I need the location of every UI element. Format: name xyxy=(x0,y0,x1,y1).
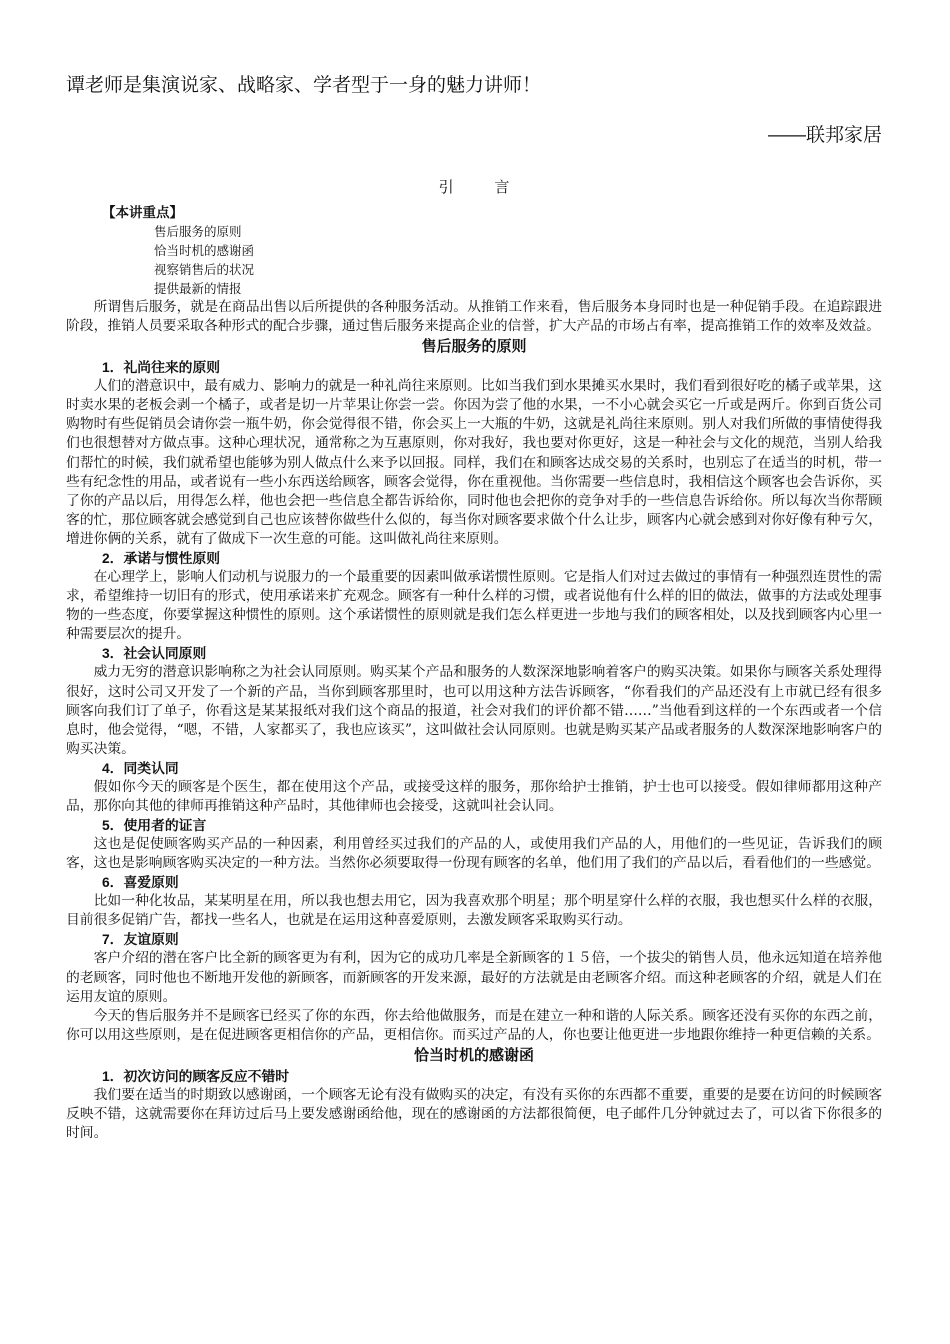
body-paragraph: 今天的售后服务并不是顾客已经买了你的东西，你去给他做服务，而是在建立一种和谐的人际关系。顾客还没有买你的东西之前，你可以用这些原则，是在促进顾客更相信你的产品，更相信你。而买过产品的人，你也要让他更进一步地跟你维持一种更信赖的关系。 xyxy=(66,1007,882,1043)
subsection-heading: 5．使用者的证言 xyxy=(102,818,207,834)
intro-paragraph: 所谓售后服务，就是在商品出售以后所提供的各种服务活动。从推销工作来看，售后服务本身同时也是一种促销手段。在追踪跟进阶段，推销人员要采取各种形式的配合步骤，通过售后服务来提高企业的信誉，扩大产品的市场占有率，提高推销工作的效率及效益。 xyxy=(66,299,882,335)
key-points-label: 【本讲重点】 xyxy=(102,205,183,220)
intro-title: 引 言 xyxy=(438,178,528,196)
section-title-after-sales-principles: 售后服务的原则 xyxy=(421,338,527,356)
body-paragraph: 假如你今天的顾客是个医生，都在使用这个产品，或接受这样的服务，那你给护士推销，护士也可以接受。假如律师都用这种产品，那你向其他的律师再推销这种产品时，其他律师也会接受，这就叫社会认同。 xyxy=(66,778,882,814)
body-paragraph: 威力无穷的潜意识影响称之为社会认同原则。购买某个产品和服务的人数深深地影响着客户的购买决策。如果你与顾客关系处理得很好，这时公司又开发了一个新的产品，当你到顾客那里时，也可以用这种方法告诉顾客，“你看我们的产品还没有上市就已经有很多顾客向我们订了单子，你看这是某某报纸对我们这个商品的报道，社会对我们的评价都不错……”当他看到这样的一个东西或者一个信息时，他会觉得，“嗯，不错，人家都买了，我也应该买”，这叫做社会认同原则。也就是购买某产品或者服务的人数深深地影响客户的购买决策。 xyxy=(66,664,882,757)
testimonial-attribution: ——联邦家居 xyxy=(767,125,882,146)
body-paragraph: 人们的潜意识中，最有威力、影响力的就是一种礼尚往来原则。比如当我们到水果摊买水果时，我们看到很好吃的橘子或苹果，这时卖水果的老板会剥一个橘子，或者是切一片苹果让你尝一尝。你因为尝了他的水果，一不小心就会买它一斤或是两斤。你到百货公司购物时有些促销员会请你尝一瓶牛奶，你会觉得很不错，你会买上一大瓶的牛奶，这就是礼尚往来原则。别人对我们所做的事情使得我们也很想替对方做点事。这种心理状况，通常称之为互惠原则，你对我好，我也要对你更好，这是一种社会与文化的规范，当别人给我们帮忙的时候，我们就希望也能够为别人做点什么来予以回报。同样，我们在和顾客达成交易的关系时，也别忘了在适当的时机，带一些有纪念性的用品，或者说有一些小东西送给顾客，顾客会觉得，你在重视他。当你需要一些信息时，我相信这个顾客也会告诉你，买了你的产品以后，用得怎么样，他也会把一些信息全都告诉给你，同时他也会把你的竞争对手的一些信息告诉给你。所以每次当你帮顾客的忙，那位顾客就会感觉到自己也应该替你做些什么似的，每当你对顾客要求做个什么让步，顾客内心就会感到对你好像有种亏欠，增进你俩的关系，就有了做成下一次生意的可能。这叫做礼尚往来原则。 xyxy=(66,378,882,547)
testimonial-quote: 谭老师是集演说家、战略家、学者型于一身的魅力讲师！ xyxy=(66,75,542,96)
body-paragraph: 在心理学上，影响人们动机与说服力的一个最重要的因素叫做承诺惯性原则。它是指人们对过去做过的事情有一种强烈连贯性的需求，希望维持一切旧有的形式，使用承诺来扩充观念。顾客有一种什么样的习惯，或者说他有什么样的旧的做法，做事的方法或处理事物的一些态度，你要掌握这种惯性的原则。这个承诺惯性的原则就是我们怎么样更进一步地与我们的顾客相处，以及找到顾客内心里一种需要层次的提升。 xyxy=(66,569,882,643)
body-paragraph: 客户介绍的潜在客户比全新的顾客更为有利，因为它的成功几率是全新顾客的１５倍，一个拔尖的销售人员，他永远知道在培养他的老顾客，同时他也不断地开发他的新顾客，而新顾客的开发来源，最好的方法就是由老顾客介绍。而这种老顾客的介绍，就是人们在运用友谊的原则。 xyxy=(66,950,882,1005)
subsection-heading: 1．初次访问的顾客反应不错时 xyxy=(102,1068,290,1084)
body-paragraph: 比如一种化妆品，某某明星在用，所以我也想去用它，因为我喜欢那个明星；那个明星穿什么样的衣服，我也想买什么样的衣服，目前很多促销广告，都找一些名人，也就是在运用这种喜爱原则，去激发顾客采取购买行动。 xyxy=(66,893,882,929)
section-title-thank-you-letters: 恰当时机的感谢函 xyxy=(413,1046,534,1064)
subsection-heading: 6．喜爱原则 xyxy=(102,875,179,891)
body-paragraph: 我们要在适当的时期致以感谢函，一个顾客无论有没有做购买的决定，有没有买你的东西都不重要，重要的是要在访问的时候顾客反映不错，这就需要你在拜访过后马上要发感谢函给他，现在的感谢函的方法都很简便，电子邮件几分钟就过去了，可以省下你很多的时间。 xyxy=(66,1086,882,1142)
key-point-item: 售后服务的原则 xyxy=(154,224,242,239)
subsection-heading: 3．社会认同原则 xyxy=(102,646,207,662)
body-paragraph: 这也是促使顾客购买产品的一种因素，利用曾经买过我们的产品的人，或使用我们产品的人，用他们的一些见证，告诉我们的顾客，这也是影响顾客购买决定的一种方法。当然你必须要取得一份现有顾客的名单，他们用了我们的产品以后，看看他们的一些感觉。 xyxy=(66,836,882,872)
subsection-heading: 4．同类认同 xyxy=(102,760,179,776)
subsection-heading: 1．礼尚往来的原则 xyxy=(102,360,221,376)
subsection-heading: 2．承诺与惯性原则 xyxy=(102,551,221,567)
key-point-item: 恰当时机的感谢函 xyxy=(154,243,255,258)
key-point-item: 视察销售后的状况 xyxy=(154,262,255,277)
key-point-item: 提供最新的情报 xyxy=(154,281,242,296)
document-page xyxy=(66,72,882,1143)
subsection-heading: 7．友谊原则 xyxy=(102,932,179,948)
